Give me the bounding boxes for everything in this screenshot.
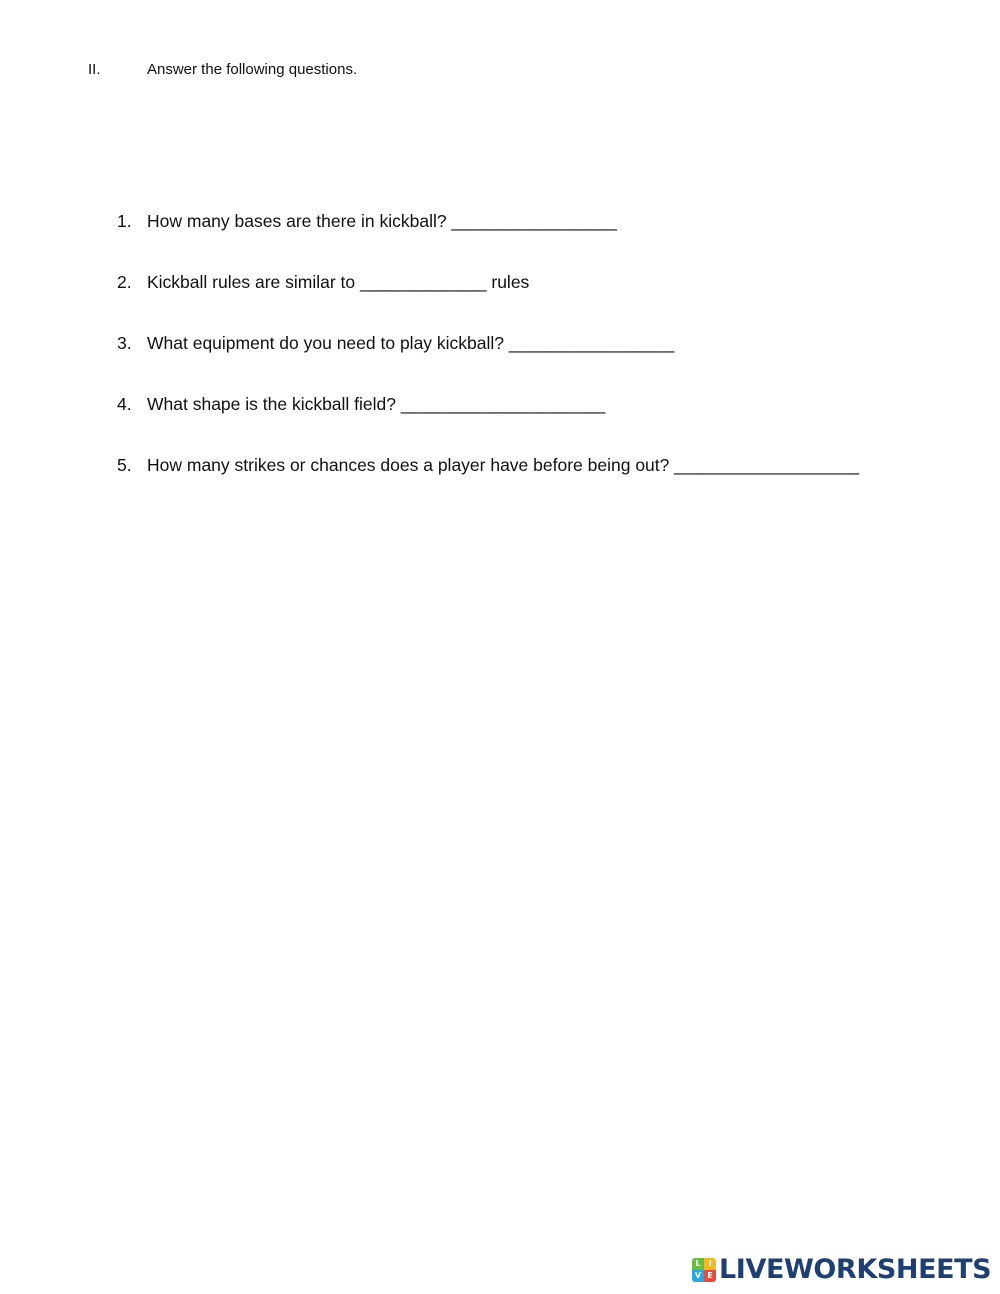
liveworksheets-logo-icon: L I V E [692, 1258, 716, 1282]
question-text: What shape is the kickball field? _____________________ [147, 394, 606, 414]
section-number: II. [88, 61, 101, 78]
question-text: What equipment do you need to play kickball? _________________ [147, 333, 675, 353]
question-number: 2. [117, 272, 132, 292]
question-number: 3. [117, 333, 132, 353]
question-text: How many bases are there in kickball? _________________ [147, 211, 617, 231]
liveworksheets-logo [692, 1253, 991, 1287]
question-text: Kickball rules are similar to _____________ rules [147, 272, 530, 292]
question-number: 5. [117, 455, 132, 475]
question-text: How many strikes or chances does a player have before being out? ___________________ [147, 455, 860, 475]
question-number: 4. [117, 394, 132, 414]
section-instruction: Answer the following questions. [147, 61, 358, 78]
logo-text: LIVEWORKSHEETS [719, 1254, 992, 1285]
question-number: 1. [117, 211, 132, 231]
